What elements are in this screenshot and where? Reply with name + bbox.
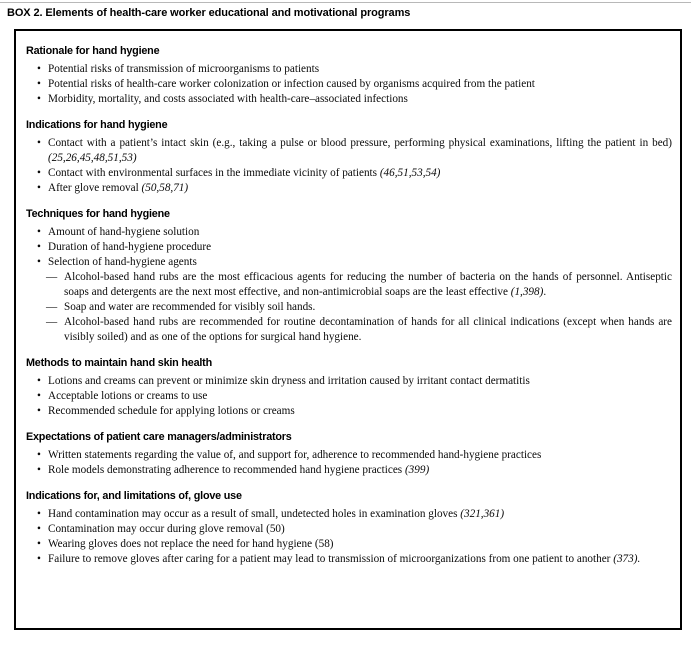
bullet-marker: • bbox=[37, 63, 41, 75]
bullet-marker: • bbox=[37, 93, 41, 105]
list-item bbox=[26, 255, 672, 270]
page-top-rule bbox=[0, 2, 691, 3]
section-heading: Methods to maintain hand skin health bbox=[26, 357, 212, 369]
item-text bbox=[48, 93, 408, 105]
item-text bbox=[48, 375, 530, 387]
list-item bbox=[26, 315, 672, 345]
bullet-marker: • bbox=[37, 182, 41, 194]
item-text bbox=[48, 390, 207, 402]
item-text bbox=[48, 63, 319, 75]
item-text bbox=[48, 226, 199, 238]
list-item bbox=[26, 537, 672, 552]
item-list bbox=[26, 62, 672, 107]
text-segment: Contact with environmental surfaces in the immediate vicinity of patients bbox=[48, 167, 380, 179]
reference-citation: (373). bbox=[613, 553, 641, 565]
item-list bbox=[26, 448, 672, 478]
text-segment: Role models demonstrating adherence to recommended hand hygiene practices bbox=[48, 464, 405, 476]
list-item bbox=[26, 300, 672, 315]
text-segment: Contamination may occur during glove removal (50) bbox=[48, 523, 285, 535]
list-item bbox=[26, 522, 672, 537]
box-title: BOX 2. Elements of health-care worker educational and motivational programs bbox=[7, 7, 411, 19]
reference-citation: (399) bbox=[404, 464, 430, 476]
list-item bbox=[26, 240, 672, 255]
item-text bbox=[48, 78, 535, 90]
list-item bbox=[26, 181, 672, 196]
list-item bbox=[26, 136, 672, 166]
list-item bbox=[26, 374, 672, 389]
section bbox=[26, 357, 672, 419]
list-item bbox=[26, 225, 672, 240]
list-item bbox=[26, 463, 672, 478]
reference-citation: (321,361) bbox=[460, 508, 505, 520]
bullet-marker: • bbox=[37, 523, 41, 535]
text-segment: Amount of hand-hygiene solution bbox=[48, 226, 200, 238]
reference-citation: (25,26,45,48,51,53) bbox=[48, 152, 137, 164]
item-text bbox=[48, 553, 640, 565]
item-text bbox=[48, 167, 440, 179]
bullet-marker: • bbox=[37, 137, 41, 149]
item-text bbox=[48, 464, 429, 476]
list-item bbox=[26, 404, 672, 419]
section-heading: Techniques for hand hygiene bbox=[26, 208, 170, 220]
item-text bbox=[64, 316, 672, 343]
bullet-marker: • bbox=[37, 226, 41, 238]
section bbox=[26, 490, 672, 567]
dash-marker: — bbox=[46, 271, 58, 283]
list-item bbox=[26, 166, 672, 181]
text-segment: Alcohol-based hand rubs are the most efficacious agents for reducing the number of bacteria on the hands of personnel. Antiseptic soaps and detergents are the next most effective, and non-antimicrobial soaps are the least effective bbox=[64, 271, 672, 298]
list-item bbox=[26, 62, 672, 77]
bullet-marker: • bbox=[37, 78, 41, 90]
text-segment: Potential risks of transmission of microorganisms to patients bbox=[48, 63, 320, 75]
item-text bbox=[48, 137, 672, 164]
reference-citation: (1,398) bbox=[510, 286, 544, 298]
reference-citation: (46,51,53,54) bbox=[379, 167, 441, 179]
text-segment: Selection of hand-hygiene agents bbox=[48, 256, 197, 268]
text-segment: Contact with a patient’s intact skin (e.g., taking a pulse or blood pressure, performing physical examinations, lifting the patient in bed) bbox=[48, 137, 672, 149]
bullet-marker: • bbox=[37, 167, 41, 179]
list-item bbox=[26, 270, 672, 300]
item-text bbox=[48, 405, 295, 417]
section bbox=[26, 119, 672, 196]
bullet-marker: • bbox=[37, 256, 41, 268]
section bbox=[26, 431, 672, 478]
bullet-marker: • bbox=[37, 390, 41, 402]
text-segment: Lotions and creams can prevent or minimize skin dryness and irritation caused by irritant contact dermatitis bbox=[48, 375, 530, 387]
item-text bbox=[48, 508, 504, 520]
section bbox=[26, 208, 672, 345]
item-list bbox=[26, 507, 672, 567]
list-item bbox=[26, 507, 672, 522]
text-segment: After glove removal bbox=[48, 182, 142, 194]
reference-citation: (50,58,71) bbox=[141, 182, 189, 194]
section bbox=[26, 45, 672, 107]
item-list bbox=[26, 136, 672, 196]
list-item bbox=[26, 552, 672, 567]
bullet-marker: • bbox=[37, 449, 41, 461]
box-content bbox=[26, 45, 672, 567]
text-segment: Hand contamination may occur as a result of small, undetected holes in examination gloves bbox=[48, 508, 461, 520]
text-segment: Potential risks of health-care worker colonization or infection caused by organisms acquired from the patient bbox=[48, 78, 535, 90]
bullet-marker: • bbox=[37, 553, 41, 565]
list-item bbox=[26, 448, 672, 463]
section-heading: Rationale for hand hygiene bbox=[26, 45, 160, 57]
text-segment: Morbidity, mortality, and costs associated with health-care–associated infections bbox=[48, 93, 408, 105]
text-segment: . bbox=[543, 286, 547, 298]
section-heading: Expectations of patient care managers/administrators bbox=[26, 431, 292, 443]
list-item bbox=[26, 92, 672, 107]
dash-marker: — bbox=[46, 301, 58, 313]
item-list bbox=[26, 374, 672, 419]
text-segment: Acceptable lotions or creams to use bbox=[48, 390, 208, 402]
item-text bbox=[64, 301, 315, 313]
text-segment: Alcohol-based hand rubs are recommended for routine decontamination of hands for all clinical indications (except when hands are visibly soiled) and as one of the options for surgical hand hygiene. bbox=[64, 316, 672, 343]
bullet-marker: • bbox=[37, 405, 41, 417]
bullet-marker: • bbox=[37, 538, 41, 550]
section-heading: Indications for hand hygiene bbox=[26, 119, 168, 131]
text-segment: Recommended schedule for applying lotions or creams bbox=[48, 405, 295, 417]
item-list bbox=[26, 225, 672, 345]
item-text bbox=[64, 271, 672, 298]
item-text bbox=[48, 449, 541, 461]
bullet-marker: • bbox=[37, 241, 41, 253]
item-text bbox=[48, 182, 188, 194]
item-text bbox=[48, 241, 211, 253]
item-text bbox=[48, 538, 334, 550]
section-heading: Indications for, and limitations of, glove use bbox=[26, 490, 242, 502]
bullet-marker: • bbox=[37, 508, 41, 520]
dash-marker: — bbox=[46, 316, 58, 328]
bullet-marker: • bbox=[37, 375, 41, 387]
item-text bbox=[48, 256, 197, 268]
bullet-marker: • bbox=[37, 464, 41, 476]
text-segment: Failure to remove gloves after caring for a patient may lead to transmission of microorganizations from one patient to another bbox=[48, 553, 614, 565]
item-text bbox=[48, 523, 285, 535]
text-segment: Duration of hand-hygiene procedure bbox=[48, 241, 212, 253]
text-segment: Wearing gloves does not replace the need for hand hygiene (58) bbox=[48, 538, 334, 550]
document-box bbox=[14, 29, 682, 630]
text-segment: Written statements regarding the value of, and support for, adherence to recommended hand-hygiene practices bbox=[48, 449, 542, 461]
list-item bbox=[26, 389, 672, 404]
text-segment: Soap and water are recommended for visibly soil hands. bbox=[64, 301, 316, 313]
list-item bbox=[26, 77, 672, 92]
